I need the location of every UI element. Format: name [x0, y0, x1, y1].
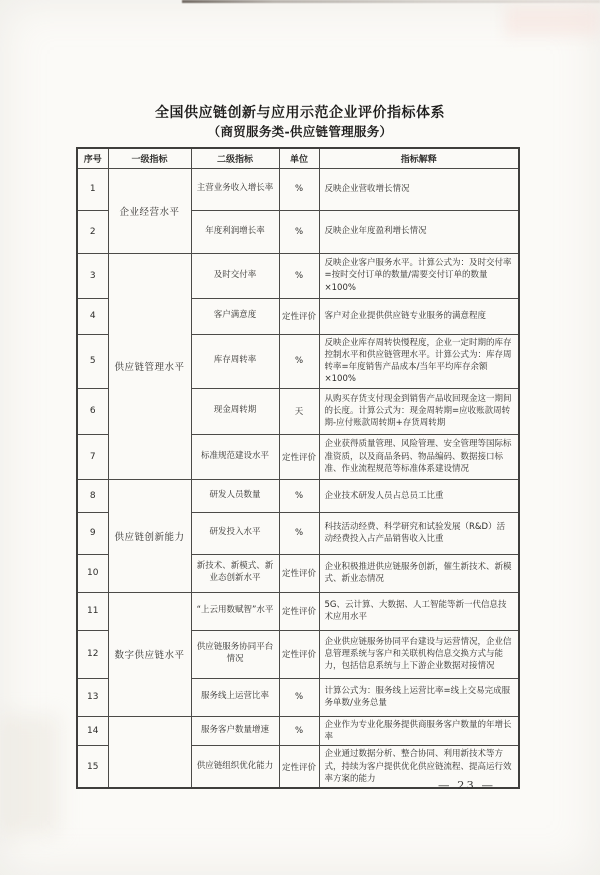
explanation-cell: 科技活动经费、科学研究和试验发展（R&D）活动经费投入占产品销售收入比重 — [319, 512, 519, 554]
row-number: 10 — [77, 554, 108, 592]
table-row — [77, 716, 519, 746]
row-number: 2 — [77, 210, 108, 253]
page-number: — 23 — — [438, 778, 495, 792]
explanation-cell: 企业通过数据分析、整合协同、利用新技术等方式，持续为客户提供优化供应链流程、提高运行效率方案的能力 — [319, 746, 519, 788]
explanation-cell: 企业技术研发人员占总员工比重 — [319, 479, 519, 512]
unit-cell: 定性评价 — [279, 746, 319, 788]
table-row — [77, 168, 519, 210]
header-level2: 二级指标 — [191, 148, 279, 168]
row-number: 6 — [77, 388, 108, 434]
unit-cell: 定性评价 — [279, 630, 319, 678]
row-number: 8 — [77, 479, 108, 512]
header-unit: 单位 — [279, 148, 319, 168]
explanation-cell: 反映企业库存周转快慢程度，企业一定时期的库存控制水平和供应链管理水平。计算公式为：库存周转率=年度销售产品成本/当年平均库存余额×100% — [319, 334, 519, 388]
row-number: 7 — [77, 434, 108, 479]
level1-cell: 供应链管理水平 — [108, 253, 191, 479]
level2-cell: 研发投入水平 — [191, 512, 279, 554]
level2-cell: 主营业务收入增长率 — [191, 168, 279, 210]
level2-cell: 研发人员数量 — [191, 479, 279, 512]
level2-cell: 标准规范建设水平 — [191, 434, 279, 479]
unit-cell: % — [279, 678, 319, 716]
level2-cell: 客户满意度 — [191, 298, 279, 334]
row-number: 15 — [77, 746, 108, 788]
explanation-cell: 企业获得质量管理、风险管理、安全管理等国际标准资质，以及商品条码、物品编码、数据接口标准、作业流程规范等标准体系建设情况 — [319, 434, 519, 479]
explanation-cell: 反映企业年度盈利增长情况 — [319, 210, 519, 253]
row-number: 12 — [77, 630, 108, 678]
scan-artifact-smudge — [0, 715, 60, 835]
row-number: 3 — [77, 253, 108, 298]
evaluation-index-table — [76, 147, 520, 789]
unit-cell: 天 — [279, 388, 319, 434]
scan-artifact-top-line — [182, 0, 600, 3]
explanation-cell: 计算公式为：服务线上运营比率=线上交易完成服务单数/业务总量 — [319, 678, 519, 716]
table-row — [77, 253, 519, 298]
level2-cell: 新技术、新模式、新业态创新水平 — [191, 554, 279, 592]
explanation-cell: 5G、云计算、大数据、人工智能等新一代信息技术应用水平 — [319, 592, 519, 630]
level2-cell: 现金周转期 — [191, 388, 279, 434]
level2-cell: 库存周转率 — [191, 334, 279, 388]
explanation-cell: 从购买存货支付现金到销售产品收回现金这一期间的长度。计算公式为：现金周转期=应收账款周转期-应付账款周转期+存货周转期 — [319, 388, 519, 434]
unit-cell: 定性评价 — [279, 592, 319, 630]
header-no: 序号 — [77, 148, 108, 168]
unit-cell: % — [279, 210, 319, 253]
level2-cell: 供应链服务协同平台情况 — [191, 630, 279, 678]
document-title: 全国供应链创新与应用示范企业评价指标体系 — [155, 105, 445, 121]
row-number: 4 — [77, 298, 108, 334]
level2-cell: 服务线上运营比率 — [191, 678, 279, 716]
unit-cell: 定性评价 — [279, 298, 319, 334]
scan-artifact-corner-patch — [505, 6, 600, 36]
table-row — [77, 592, 519, 630]
level2-cell: “上云用数赋智”水平 — [191, 592, 279, 630]
explanation-cell: 客户对企业提供供应链专业服务的满意程度 — [319, 298, 519, 334]
row-number: 13 — [77, 678, 108, 716]
unit-cell: % — [279, 253, 319, 298]
table-row — [77, 479, 519, 512]
unit-cell: 定性评价 — [279, 434, 319, 479]
unit-cell: % — [279, 716, 319, 746]
row-number: 14 — [77, 716, 108, 746]
row-number: 5 — [77, 334, 108, 388]
header-level1: 一级指标 — [108, 148, 191, 168]
level1-cell: 数字供应链水平 — [108, 592, 191, 716]
row-number: 11 — [77, 592, 108, 630]
row-number: 9 — [77, 512, 108, 554]
unit-cell: % — [279, 479, 319, 512]
unit-cell: % — [279, 168, 319, 210]
explanation-cell: 企业作为专业化服务提供商服务客户数量的年增长率 — [319, 716, 519, 746]
header-explanation: 指标解释 — [319, 148, 519, 168]
level2-cell: 服务客户数量增速 — [191, 716, 279, 746]
level1-cell: 企业经营水平 — [108, 168, 191, 253]
explanation-cell: 反映企业客户服务水平。计算公式为：及时交付率=按时交付订单的数量/需要交付订单的数量×100% — [319, 253, 519, 298]
level2-cell: 年度利润增长率 — [191, 210, 279, 253]
explanation-cell: 反映企业营收增长情况 — [319, 168, 519, 210]
level2-cell: 供应链组织优化能力 — [191, 746, 279, 788]
explanation-cell: 企业积极推进供应链服务创新，催生新技术、新模式、新业态情况 — [319, 554, 519, 592]
explanation-cell: 企业供应链服务协同平台建设与运营情况，企业信息管理系统与客户和关联机构信息交换方式与能力，包括信息系统与上下游企业数据对接情况 — [319, 630, 519, 678]
document-subtitle: （商贸服务类-供应链管理服务） — [207, 124, 393, 139]
table-header-row — [77, 148, 519, 168]
unit-cell: % — [279, 512, 319, 554]
unit-cell: % — [279, 334, 319, 388]
row-number: 1 — [77, 168, 108, 210]
level1-cell — [108, 716, 191, 788]
level2-cell: 及时交付率 — [191, 253, 279, 298]
unit-cell: 定性评价 — [279, 554, 319, 592]
level1-cell: 供应链创新能力 — [108, 479, 191, 592]
